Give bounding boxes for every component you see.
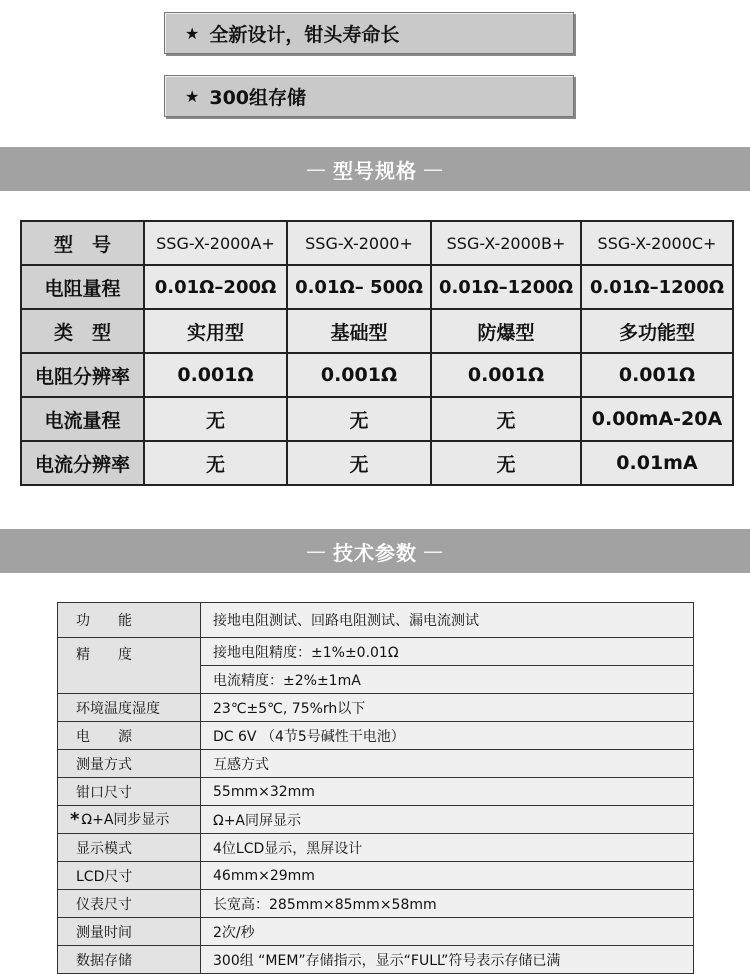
table-cell: 0.01Ω–200Ω xyxy=(144,265,287,309)
table-cell: 多功能型 xyxy=(581,309,733,353)
table-cell: 无 xyxy=(144,441,287,485)
table-row xyxy=(58,862,694,890)
param-key: 测量方式 xyxy=(58,750,201,778)
param-key: 功 能 xyxy=(58,603,201,638)
feature-text: 全新设计，钳头寿命长 xyxy=(209,23,400,46)
param-value: 2次/秒 xyxy=(201,918,694,946)
param-value: 接地电阻测试、回路电阻测试、漏电流测试 xyxy=(201,603,694,638)
section-title: 技术参数 xyxy=(333,540,417,565)
table-cell: 0.00mA-20A xyxy=(581,397,733,441)
param-key: 数据存储 xyxy=(58,946,201,974)
row-header: 电阻量程 xyxy=(21,265,144,309)
param-key: LCD尺寸 xyxy=(58,862,201,890)
table-row xyxy=(58,946,694,974)
table-row xyxy=(58,890,694,918)
param-value: 55mm×32mm xyxy=(201,778,694,806)
table-cell: 无 xyxy=(287,441,431,485)
table-cell: 无 xyxy=(431,397,581,441)
param-key: 精 度 xyxy=(58,638,201,694)
table-row xyxy=(58,778,694,806)
section-title: 型号规格 xyxy=(333,158,417,183)
table-cell: 0.001Ω xyxy=(431,353,581,397)
table-cell: SSG-X-2000B+ xyxy=(431,221,581,265)
param-key: 环境温度湿度 xyxy=(58,694,201,722)
feature-banner-2 xyxy=(164,75,574,117)
dash-left: — xyxy=(306,157,327,181)
table-row xyxy=(58,638,694,666)
param-value: 23℃±5℃, 75%rh以下 xyxy=(201,694,694,722)
param-value: 300组 “MEM”存储指示，显示“FULL”符号表示存储已满 xyxy=(201,946,694,974)
table-row xyxy=(21,309,733,353)
table-row xyxy=(21,221,733,265)
table-cell: 实用型 xyxy=(144,309,287,353)
table-cell: SSG-X-2000+ xyxy=(287,221,431,265)
table-cell: 无 xyxy=(287,397,431,441)
param-key: 仪表尺寸 xyxy=(58,890,201,918)
row-header: 电阻分辨率 xyxy=(21,353,144,397)
param-key: 测量时间 xyxy=(58,918,201,946)
table-row xyxy=(58,806,694,834)
table-row xyxy=(58,750,694,778)
table-row xyxy=(58,603,694,638)
table-row xyxy=(21,397,733,441)
param-value: 4位LCD显示，黑屏设计 xyxy=(201,834,694,862)
table-cell: 0.001Ω xyxy=(287,353,431,397)
table-row xyxy=(58,834,694,862)
row-header: 类 型 xyxy=(21,309,144,353)
param-value: 电流精度：±2%±1mA xyxy=(201,666,694,694)
feature-banner-1 xyxy=(164,12,574,54)
tech-params-table xyxy=(57,602,694,974)
dash-right: — xyxy=(423,539,444,563)
param-value: DC 6V （4节5号碱性干电池） xyxy=(201,722,694,750)
param-value: 长宽高：285mm×85mm×58mm xyxy=(201,890,694,918)
feature-text: 300组存储 xyxy=(209,86,307,109)
table-row xyxy=(21,353,733,397)
section-header-model-spec xyxy=(0,147,750,191)
row-header: 电流分辨率 xyxy=(21,441,144,485)
param-key xyxy=(58,806,201,834)
star-icon: ★ xyxy=(185,23,200,43)
param-value: 互感方式 xyxy=(201,750,694,778)
table-cell: 无 xyxy=(431,441,581,485)
table-row xyxy=(21,441,733,485)
section-header-tech-params xyxy=(0,529,750,573)
row-header: 电流量程 xyxy=(21,397,144,441)
param-value: 接地电阻精度：±1%±0.01Ω xyxy=(201,638,694,666)
table-cell: 基础型 xyxy=(287,309,431,353)
param-key: 电 源 xyxy=(58,722,201,750)
param-key: 钳口尺寸 xyxy=(58,778,201,806)
table-row xyxy=(58,694,694,722)
table-cell: 防爆型 xyxy=(431,309,581,353)
row-header: 型 号 xyxy=(21,221,144,265)
dash-right: — xyxy=(423,157,444,181)
table-row xyxy=(21,265,733,309)
model-spec-table xyxy=(20,220,734,486)
table-cell: 0.01mA xyxy=(581,441,733,485)
table-row xyxy=(58,722,694,750)
param-value: Ω+A同屏显示 xyxy=(201,806,694,834)
param-key-text: Ω+A同步显示 xyxy=(81,812,170,828)
asterisk-mark: * xyxy=(70,809,80,830)
table-cell: 0.01Ω–1200Ω xyxy=(581,265,733,309)
table-cell: 无 xyxy=(144,397,287,441)
table-cell: SSG-X-2000A+ xyxy=(144,221,287,265)
table-cell: 0.01Ω– 500Ω xyxy=(287,265,431,309)
table-cell: 0.001Ω xyxy=(581,353,733,397)
param-key: 显示模式 xyxy=(58,834,201,862)
table-cell: 0.001Ω xyxy=(144,353,287,397)
star-icon: ★ xyxy=(185,86,200,106)
table-cell: SSG-X-2000C+ xyxy=(581,221,733,265)
param-value: 46mm×29mm xyxy=(201,862,694,890)
dash-left: — xyxy=(306,539,327,563)
table-cell: 0.01Ω–1200Ω xyxy=(431,265,581,309)
table-row xyxy=(58,918,694,946)
